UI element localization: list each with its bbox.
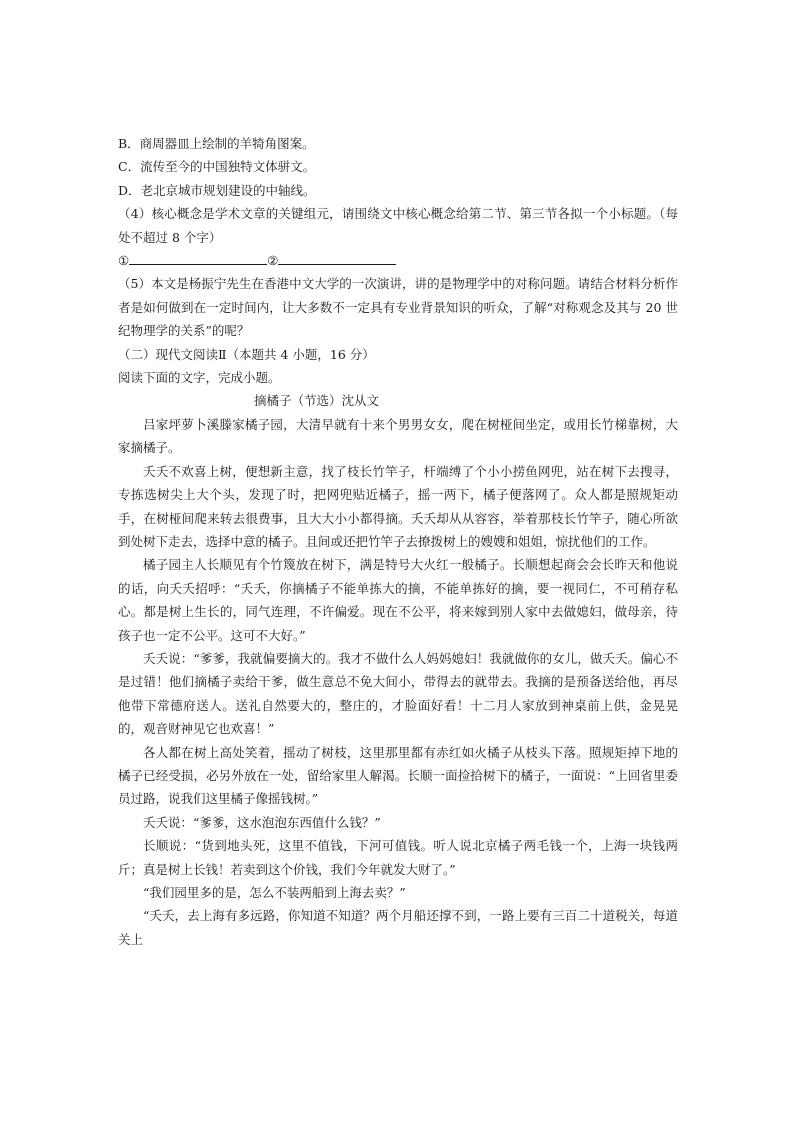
passage-paragraph: 夭夭说：“爹爹，这水泡泡东西值什么钱？” <box>143 814 381 830</box>
option-d: D．老北京城市规划建设的中轴线。 <box>118 182 316 198</box>
passage-paragraph: 夭夭说：“爹爹，我就偏要摘大的。我才不做什么人妈妈媳妇！我就做你的女儿，做夭夭。偏心不是过错！他们摘橘子卖给干爹，做生意总不免大间小，带得去的就带去。我摘的是预备送给他，再尽他带下常德府送人。送礼自然要大的，整庄的，才脸面好看！十二月人家放到神桌前上供，金晃晃的，观音财神见它也欢喜！” <box>118 650 678 737</box>
section-heading: （二）现代文阅读Ⅱ（本题共 4 小题，16 分） <box>118 346 375 362</box>
passage-paragraph: “夭夭，去上海有多远路，你知道不知道？两个月船还撑不到，一路上要有三百二十道税关，每道关上 <box>118 908 678 947</box>
passage-paragraph: 吕家坪萝卜溪滕家橘子园，大清早就有十来个男男女女，爬在树桠间坐定，或用长竹梯靠树，大家摘橘子。 <box>118 416 678 456</box>
passage-title: 摘橘子（节选）沈从文 <box>254 393 380 409</box>
passage-paragraph: 长顺说：“货到地头死，这里不值钱，下河可值钱。听人说北京橘子两毛钱一个，上海一块钱两斤；真是树上长钱！若卖到这个价钱，我们今年就发大财了。” <box>118 838 678 877</box>
question-5: （5）本文是杨振宁先生在香港中文大学的一次演讲，讲的是物理学中的对称问题。请结合材料分析作者是如何做到在一定时间内，让大多数不一定具有专业背景知识的听众，了解“对称观念及其与 20 世纪物理学的关系”的呢？ <box>118 276 678 339</box>
exam-page <box>118 132 678 951</box>
passage-paragraph: 各人都在树上高处笑着，摇动了树枝，这里那里都有赤红如火橘子从枝头下落。照规矩掉下地的橘子已经受损，必另外放在一处，留给家里人解渴。长顺一面捡拾树下的橘子，一面说：“上回省里委员过路，说我们这里橘子像摇钱树。” <box>118 744 678 807</box>
option-c: C．流传至今的中国独特文体骈文。 <box>118 159 316 175</box>
answer-blank-2[interactable] <box>278 250 396 265</box>
passage-paragraph: 夭夭不欢喜上树，便想新主意，找了枝长竹竿子，杆端缚了个小小捞鱼网兜，站在树下去搜寻，专拣选树尖上大个头，发现了时，把网兜贴近橘子，摇一两下，橘子便落网了。众人都是照规矩动手，在树桠间爬来转去很费事，且大大小小都得摘。夭夭却从从容容，举着那枝长竹竿子，随心所欲到处树下走去，选择中意的橘子。且间或还把竹竿子去撩拨树上的嫂嫂和姐姐，惊扰他们的工作。 <box>118 463 678 549</box>
answer-blank-1[interactable] <box>129 250 267 265</box>
blank-marker-1: ① <box>118 253 130 269</box>
blank-marker-2: ② <box>267 253 279 269</box>
option-b: B．商周器皿上绘制的羊犄角图案。 <box>118 136 315 151</box>
section-instruction: 阅读下面的文字，完成小题。 <box>118 370 281 386</box>
passage-paragraph: “我们园里多的是，怎么不装两船到上海去卖？” <box>143 885 406 900</box>
passage-paragraph: 橘子园主人长顺见有个竹篾放在树下，满是特号大火红一般橘子。长顺想起商会会长昨天和他说的话，向夭夭招呼：“夭夭，你摘橘子不能单拣大的摘，不能单拣好的摘，要一视同仁，不可稍存私心。都是树上生长的，同气连理，不许偏爱。现在不公平，将来嫁到别人家中去做媳妇，做母亲，待孩子也一定不公平。这可不大好。” <box>118 557 678 643</box>
question-4: （4）核心概念是学术文章的关键组元，请围绕文中核心概念给第二节、第三节各拟一个小标题。（每处不超过 8 个字） <box>118 206 678 245</box>
answer-blanks <box>118 249 678 272</box>
